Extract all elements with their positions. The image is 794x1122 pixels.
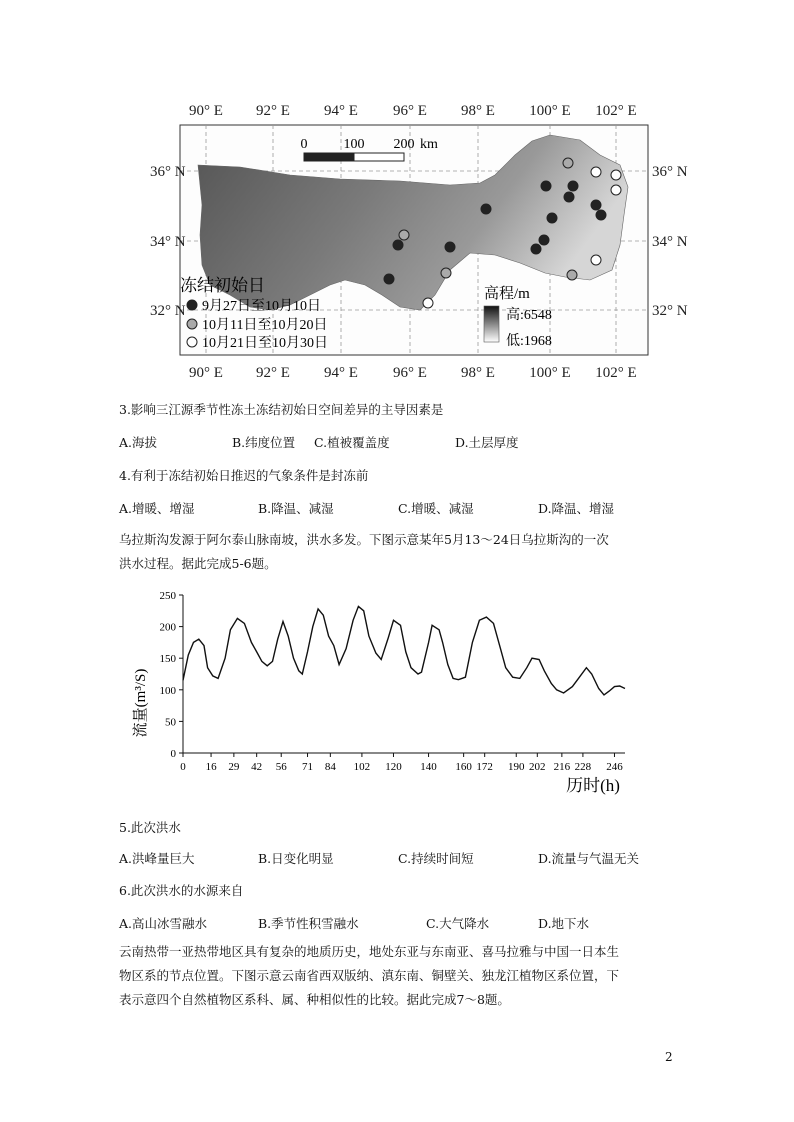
station-dot-early (596, 210, 606, 220)
station-dot-late (591, 167, 601, 177)
lon-label-top: 102° E (595, 103, 637, 119)
legend-item: 10月21日至10月30日 (202, 336, 328, 351)
legend-item: 9月27日至10月10日 (202, 299, 321, 314)
question-4-stem: 4.有利于冻结初始日推迟的气象条件是封冻前 (119, 468, 369, 483)
x-tick-label: 0 (180, 761, 186, 773)
intro-paragraph-7-8 (119, 940, 619, 1012)
q4-option-c[interactable]: C.增暖、减湿 (398, 501, 474, 516)
lon-label-bottom: 90° E (189, 365, 223, 381)
lon-label-top: 92° E (256, 103, 290, 119)
station-dot-late (591, 255, 601, 265)
lon-label-bottom: 94° E (324, 365, 358, 381)
station-dot-mid (563, 158, 573, 168)
x-tick-label: 84 (324, 761, 336, 773)
y-tick-label: 150 (159, 653, 176, 666)
elevation-high: 高:6548 (506, 308, 552, 323)
station-dot-early (568, 181, 578, 191)
intro-paragraph-5-6 (119, 528, 609, 576)
x-axis-label: 历时(h) (566, 776, 620, 795)
x-tick-label: 56 (275, 761, 287, 773)
q5-option-b[interactable]: B.日变化明显 (258, 851, 334, 866)
page-number: 2 (665, 1050, 673, 1064)
station-dot-late (423, 298, 433, 308)
lat-label-left: 34° N (150, 234, 186, 250)
q4-option-a[interactable]: A.增暖、增湿 (119, 501, 195, 516)
x-tick-label: 29 (228, 761, 240, 773)
y-tick-label: 250 (159, 590, 176, 602)
lon-label-bottom: 98° E (461, 365, 495, 381)
lon-label-top: 100° E (529, 103, 571, 119)
q4-option-b[interactable]: B.降温、减湿 (258, 501, 334, 516)
scale-tick: 100 (343, 137, 365, 152)
q4-option-d[interactable]: D.降温、增湿 (538, 501, 615, 516)
y-axis-label: 流量(m³/S) (133, 668, 149, 738)
station-dot-mid (399, 230, 409, 240)
intro-line: 表示意四个自然植物区系科、属、种相似性的比较。据此完成7～8题。 (119, 992, 510, 1007)
elevation-title: 高程/m (484, 286, 530, 302)
lat-label-left: 36° N (150, 164, 186, 180)
legend-title: 冻结初始日 (180, 276, 265, 295)
station-dot-early (547, 213, 557, 223)
y-tick-label: 200 (159, 621, 176, 634)
lon-label-bottom: 100° E (529, 365, 571, 381)
x-tick-label: 202 (529, 761, 546, 773)
discharge-line (183, 606, 625, 695)
x-tick-label: 160 (455, 761, 472, 773)
station-dot-mid (441, 268, 451, 278)
scale-tick: 200 (393, 137, 415, 152)
q6-option-a[interactable]: A.高山冰雪融水 (119, 916, 208, 931)
y-tick-label: 100 (159, 684, 176, 697)
station-dot-early (564, 192, 574, 202)
question-5-stem: 5.此次洪水 (119, 820, 181, 835)
permafrost-map (150, 95, 688, 385)
q5-option-c[interactable]: C.持续时间短 (398, 851, 474, 866)
lat-label-right: 34° N (652, 234, 688, 250)
x-tick-label: 71 (302, 761, 314, 773)
lon-label-bottom: 92° E (256, 365, 290, 381)
lon-label-top: 94° E (324, 103, 358, 119)
x-tick-label: 140 (420, 761, 437, 773)
x-tick-label: 42 (251, 761, 263, 773)
x-tick-label: 228 (574, 761, 592, 773)
lon-label-bottom: 102° E (595, 365, 637, 381)
elevation-low: 低:1968 (506, 334, 552, 349)
station-dot-early (445, 242, 455, 252)
station-dot-early (541, 181, 551, 191)
q6-option-b[interactable]: B.季节性积雪融水 (258, 916, 359, 931)
q6-option-c[interactable]: C.大气降水 (426, 916, 490, 931)
scale-unit: km (420, 137, 438, 152)
lon-label-top: 96° E (393, 103, 427, 119)
x-tick-label: 246 (606, 761, 623, 773)
station-dot-early (384, 274, 394, 284)
station-dot-late (611, 185, 621, 195)
lon-label-top: 98° E (461, 103, 495, 119)
intro-line: 洪水过程。据此完成5-6题。 (119, 556, 277, 571)
station-dot-early (393, 240, 403, 250)
intro-line: 物区系的节点位置。下图示意云南省西双版纳、滇东南、铜壁关、独龙江植物区系位置，下 (119, 968, 620, 983)
station-dot-early (531, 244, 541, 254)
x-tick-label: 190 (508, 761, 525, 773)
flood-hydrograph-chart (125, 585, 645, 800)
q5-option-d[interactable]: D.流量与气温无关 (538, 851, 640, 866)
q6-option-d[interactable]: D.地下水 (538, 916, 590, 931)
lat-label-right: 32° N (652, 303, 688, 319)
intro-line: 云南热带一亚热带地区具有复杂的地质历史，地处东亚与东南亚、喜马拉雅与中国一日本生 (119, 944, 620, 959)
q3-option-a[interactable]: A.海拔 (119, 435, 158, 450)
q3-option-d[interactable]: D.土层厚度 (455, 435, 519, 450)
x-tick-label: 120 (385, 761, 402, 773)
x-tick-label: 216 (553, 761, 571, 773)
lat-label-right: 36° N (652, 164, 688, 180)
y-tick-label: 50 (165, 716, 176, 729)
lat-label-left: 32° N (150, 303, 186, 319)
scale-tick: 0 (300, 137, 308, 152)
question-3-stem: 3.影响三江源季节性冻土冻结初始日空间差异的主导因素是 (119, 402, 444, 417)
q3-option-c[interactable]: C.植被覆盖度 (314, 435, 390, 450)
station-dot-mid (567, 270, 577, 280)
q5-option-a[interactable]: A.洪峰量巨大 (119, 851, 195, 866)
lon-label-top: 90° E (189, 103, 223, 119)
station-dot-early (591, 200, 601, 210)
y-tick-label: 0 (170, 748, 176, 760)
station-dot-early (539, 235, 549, 245)
x-tick-label: 102 (353, 761, 371, 773)
x-tick-label: 16 (205, 761, 217, 773)
intro-line: 乌拉斯沟发源于阿尔泰山脉南坡，洪水多发。下图示意某年5月13～24日乌拉斯沟的一次 (119, 532, 609, 547)
legend-item: 10月11日至10月20日 (202, 318, 328, 333)
station-dot-early (481, 204, 491, 214)
station-dot-late (611, 170, 621, 180)
question-6-stem: 6.此次洪水的水源来自 (119, 883, 244, 898)
x-tick-label: 172 (476, 761, 493, 773)
lon-label-bottom: 96° E (393, 365, 427, 381)
q3-option-b[interactable]: B.纬度位置 (232, 435, 296, 450)
